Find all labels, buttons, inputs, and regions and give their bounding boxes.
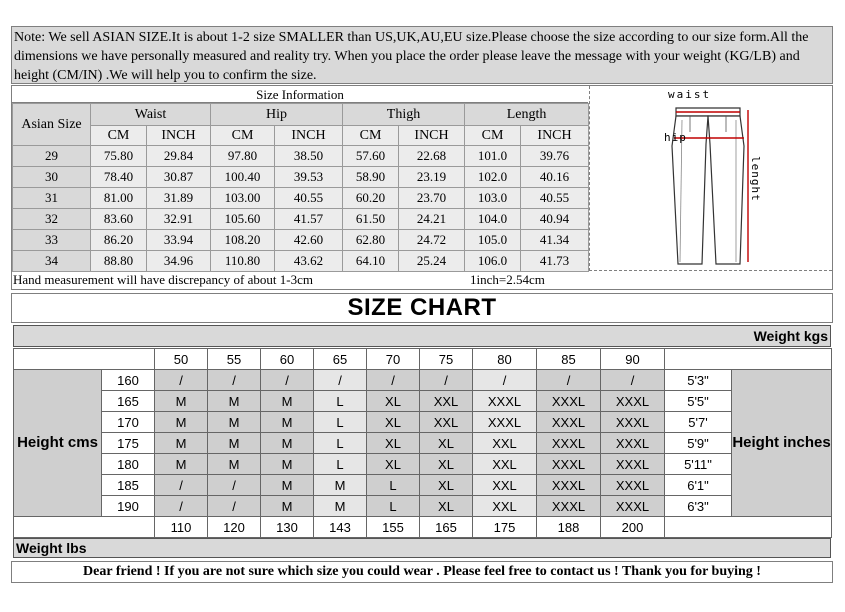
table-row [14, 496, 832, 517]
size-cell: XXL [473, 433, 537, 454]
lbs-row [14, 517, 832, 538]
measurement-cell: 29.84 [147, 146, 211, 167]
pants-illustration [590, 86, 833, 271]
size-information-title: Size Information [12, 86, 588, 103]
measurement-footer [12, 271, 588, 289]
height-cm-cell: 160 [102, 370, 155, 391]
measurement-cell: 105.60 [211, 209, 275, 230]
table-row [14, 433, 832, 454]
size-cell: L [314, 412, 367, 433]
table-row [13, 146, 589, 167]
size-cell: XL [367, 433, 420, 454]
size-cell: M [261, 391, 314, 412]
unit-header: INCH [147, 126, 211, 146]
measurement-cell: 23.19 [399, 167, 465, 188]
lbs-cell: 188 [537, 517, 601, 538]
measurement-cell: 41.57 [275, 209, 343, 230]
kg-header-row [14, 349, 832, 370]
size-cell: XXXL [473, 412, 537, 433]
size-cell: XL [420, 433, 473, 454]
table-row [14, 370, 832, 391]
size-cell: / [208, 496, 261, 517]
size-cell: M [155, 412, 208, 433]
size-cell: XXXL [537, 496, 601, 517]
measurement-cell: 40.55 [521, 188, 589, 209]
measurement-cell: 23.70 [399, 188, 465, 209]
measurement-cell: 108.20 [211, 230, 275, 251]
measurement-cell: 104.0 [465, 209, 521, 230]
size-note: Note: We sell ASIAN SIZE.It is about 1-2 size SMALLER than US,UK,AU,EU size.Please choose the size according to our size form.All the dimensions we have personally measured and reality try. When you place the order please leave the message with your weight (KG/LB) and height (CM/IN) .We will help you to confirm the size. [11, 26, 833, 84]
size-cell: / [473, 370, 537, 391]
measurement-cell: 25.24 [399, 251, 465, 272]
size-chart-grid [13, 348, 832, 538]
size-cell: XL [420, 454, 473, 475]
size-chart-title: SIZE CHART [11, 293, 833, 323]
measurement-cell: 31.89 [147, 188, 211, 209]
measurement-cell: 40.16 [521, 167, 589, 188]
size-cell: / [601, 370, 665, 391]
lbs-cell: 175 [473, 517, 537, 538]
size-cell: XXXL [601, 475, 665, 496]
table-row [13, 251, 589, 272]
measurement-cell: 41.73 [521, 251, 589, 272]
measurement-cell: 78.40 [91, 167, 147, 188]
size-cell: / [208, 370, 261, 391]
measurement-cell: 38.50 [275, 146, 343, 167]
measurement-cell: 39.76 [521, 146, 589, 167]
waist-header: Waist [91, 104, 211, 126]
measurement-cell: 43.62 [275, 251, 343, 272]
measurement-cell: 58.90 [343, 167, 399, 188]
measurement-cell: 42.60 [275, 230, 343, 251]
size-cell: M [155, 454, 208, 475]
size-cell: M [314, 475, 367, 496]
height-cm-cell: 185 [102, 475, 155, 496]
measurement-cell: 34.96 [147, 251, 211, 272]
measurement-cell: 103.00 [211, 188, 275, 209]
measurement-cell: 64.10 [343, 251, 399, 272]
size-cell: / [261, 370, 314, 391]
size-cell: / [367, 370, 420, 391]
table-row [13, 209, 589, 230]
size-cell: XXXL [537, 391, 601, 412]
size-information-section [11, 85, 833, 290]
size-cell: / [537, 370, 601, 391]
size-cell: L [314, 454, 367, 475]
size-cell: XL [420, 496, 473, 517]
unit-header: CM [211, 126, 275, 146]
weight-lbs-label: Weight lbs [13, 538, 831, 558]
asian-size-cell: 29 [13, 146, 91, 167]
corner-cell [665, 517, 832, 538]
measurement-cell: 40.94 [521, 209, 589, 230]
asian-size-header: Asian Size [13, 104, 91, 146]
size-cell: XXXL [537, 475, 601, 496]
measurement-cell: 100.40 [211, 167, 275, 188]
measurement-cell: 83.60 [91, 209, 147, 230]
measurement-cell: 22.68 [399, 146, 465, 167]
size-cell: XXL [420, 391, 473, 412]
size-cell: / [208, 475, 261, 496]
size-cell: XXXL [537, 433, 601, 454]
contact-note: Dear friend ! If you are not sure which size you could wear . Please feel free to contact us ! Thank you for buying ! [11, 561, 833, 583]
height-cm-cell: 165 [102, 391, 155, 412]
table-row [14, 475, 832, 496]
asian-size-cell: 33 [13, 230, 91, 251]
lbs-cell: 155 [367, 517, 420, 538]
thigh-header: Thigh [343, 104, 465, 126]
kg-header-cell: 90 [601, 349, 665, 370]
height-inch-cell: 6'3" [665, 496, 732, 517]
lbs-cell: 143 [314, 517, 367, 538]
measurement-cell: 24.21 [399, 209, 465, 230]
measurement-cell: 102.0 [465, 167, 521, 188]
size-cell: M [155, 433, 208, 454]
measurement-cell: 75.80 [91, 146, 147, 167]
measurement-cell: 88.80 [91, 251, 147, 272]
lbs-cell: 165 [420, 517, 473, 538]
unit-header: CM [465, 126, 521, 146]
table-row [13, 188, 589, 209]
measurement-cell: 103.0 [465, 188, 521, 209]
size-cell: XXL [473, 496, 537, 517]
kg-header-cell: 75 [420, 349, 473, 370]
size-cell: XL [367, 454, 420, 475]
size-cell: / [155, 496, 208, 517]
size-cell: XXL [420, 412, 473, 433]
measurement-cell: 39.53 [275, 167, 343, 188]
lbs-cell: 110 [155, 517, 208, 538]
measurement-cell: 61.50 [343, 209, 399, 230]
unit-header: INCH [521, 126, 589, 146]
height-cm-cell: 180 [102, 454, 155, 475]
size-cell: XL [420, 475, 473, 496]
measurement-cell: 60.20 [343, 188, 399, 209]
unit-header: CM [91, 126, 147, 146]
kg-header-cell: 65 [314, 349, 367, 370]
height-cm-cell: 170 [102, 412, 155, 433]
size-cell: M [261, 496, 314, 517]
kg-header-cell: 70 [367, 349, 420, 370]
height-cm-cell: 190 [102, 496, 155, 517]
length-label: lenght [749, 156, 762, 202]
height-inches-label: Height inches [732, 370, 832, 517]
height-inch-cell: 6'1" [665, 475, 732, 496]
table-row [13, 167, 589, 188]
size-cell: / [155, 475, 208, 496]
height-inch-cell: 5'11" [665, 454, 732, 475]
measurement-cell: 24.72 [399, 230, 465, 251]
length-header: Length [465, 104, 589, 126]
measurement-cell: 86.20 [91, 230, 147, 251]
asian-size-cell: 30 [13, 167, 91, 188]
height-inch-cell: 5'9" [665, 433, 732, 454]
measurement-cell: 30.87 [147, 167, 211, 188]
measurement-cell: 105.0 [465, 230, 521, 251]
size-cell: M [208, 412, 261, 433]
size-cell: XXXL [601, 433, 665, 454]
lbs-cell: 120 [208, 517, 261, 538]
size-cell: XXXL [601, 454, 665, 475]
corner-cell [14, 517, 155, 538]
measurement-cell: 110.80 [211, 251, 275, 272]
table-row [13, 230, 589, 251]
measurement-cell: 97.80 [211, 146, 275, 167]
corner-cell [14, 349, 155, 370]
asian-size-cell: 31 [13, 188, 91, 209]
size-cell: M [208, 454, 261, 475]
height-inch-cell: 5'7' [665, 412, 732, 433]
table-row [14, 454, 832, 475]
measurement-cell: 32.91 [147, 209, 211, 230]
hip-label: hip [664, 131, 687, 144]
size-cell: XXXL [601, 496, 665, 517]
measurement-cell: 33.94 [147, 230, 211, 251]
measurement-cell: 81.00 [91, 188, 147, 209]
weight-kgs-label: Weight kgs [13, 325, 831, 347]
size-cell: M [155, 391, 208, 412]
size-cell: XXXL [601, 412, 665, 433]
lbs-cell: 130 [261, 517, 314, 538]
unit-header: CM [343, 126, 399, 146]
size-cell: L [367, 475, 420, 496]
height-cm-cell: 175 [102, 433, 155, 454]
size-cell: M [261, 433, 314, 454]
measurement-cell: 62.80 [343, 230, 399, 251]
size-cell: XL [367, 391, 420, 412]
discrepancy-note: Hand measurement will have discrepancy of about 1-3cm [13, 272, 313, 287]
pants-diagram [589, 86, 832, 271]
size-cell: / [420, 370, 473, 391]
lbs-cell: 200 [601, 517, 665, 538]
size-cell: L [367, 496, 420, 517]
asian-size-cell: 34 [13, 251, 91, 272]
size-cell: XXXL [537, 412, 601, 433]
size-cell: / [155, 370, 208, 391]
measurement-cell: 41.34 [521, 230, 589, 251]
kg-header-cell: 50 [155, 349, 208, 370]
size-cell: M [261, 475, 314, 496]
measurement-cell: 101.0 [465, 146, 521, 167]
kg-header-cell: 55 [208, 349, 261, 370]
size-cell: M [208, 433, 261, 454]
size-information-table [12, 103, 589, 272]
table-row [14, 391, 832, 412]
measurement-cell: 57.60 [343, 146, 399, 167]
height-inch-cell: 5'3" [665, 370, 732, 391]
size-cell: M [261, 412, 314, 433]
unit-header: INCH [399, 126, 465, 146]
size-cell: XXXL [537, 454, 601, 475]
table-row [14, 412, 832, 433]
hip-header: Hip [211, 104, 343, 126]
kg-header-cell: 85 [537, 349, 601, 370]
size-cell: XXXL [601, 391, 665, 412]
unit-header: INCH [275, 126, 343, 146]
waist-label: waist [668, 88, 712, 101]
height-cms-label: Height cms [14, 370, 102, 517]
size-cell: / [314, 370, 367, 391]
measurement-cell: 40.55 [275, 188, 343, 209]
inch-conversion-note: 1inch=2.54cm [470, 272, 545, 287]
size-cell: M [208, 391, 261, 412]
size-cell: XXL [473, 475, 537, 496]
size-cell: L [314, 433, 367, 454]
asian-size-cell: 32 [13, 209, 91, 230]
height-inch-cell: 5'5" [665, 391, 732, 412]
measurement-cell: 106.0 [465, 251, 521, 272]
kg-header-cell: 60 [261, 349, 314, 370]
size-cell: L [314, 391, 367, 412]
kg-header-cell: 80 [473, 349, 537, 370]
size-cell: XL [367, 412, 420, 433]
size-cell: XXL [473, 454, 537, 475]
size-cell: XXXL [473, 391, 537, 412]
size-cell: M [314, 496, 367, 517]
corner-cell [665, 349, 832, 370]
size-cell: M [261, 454, 314, 475]
